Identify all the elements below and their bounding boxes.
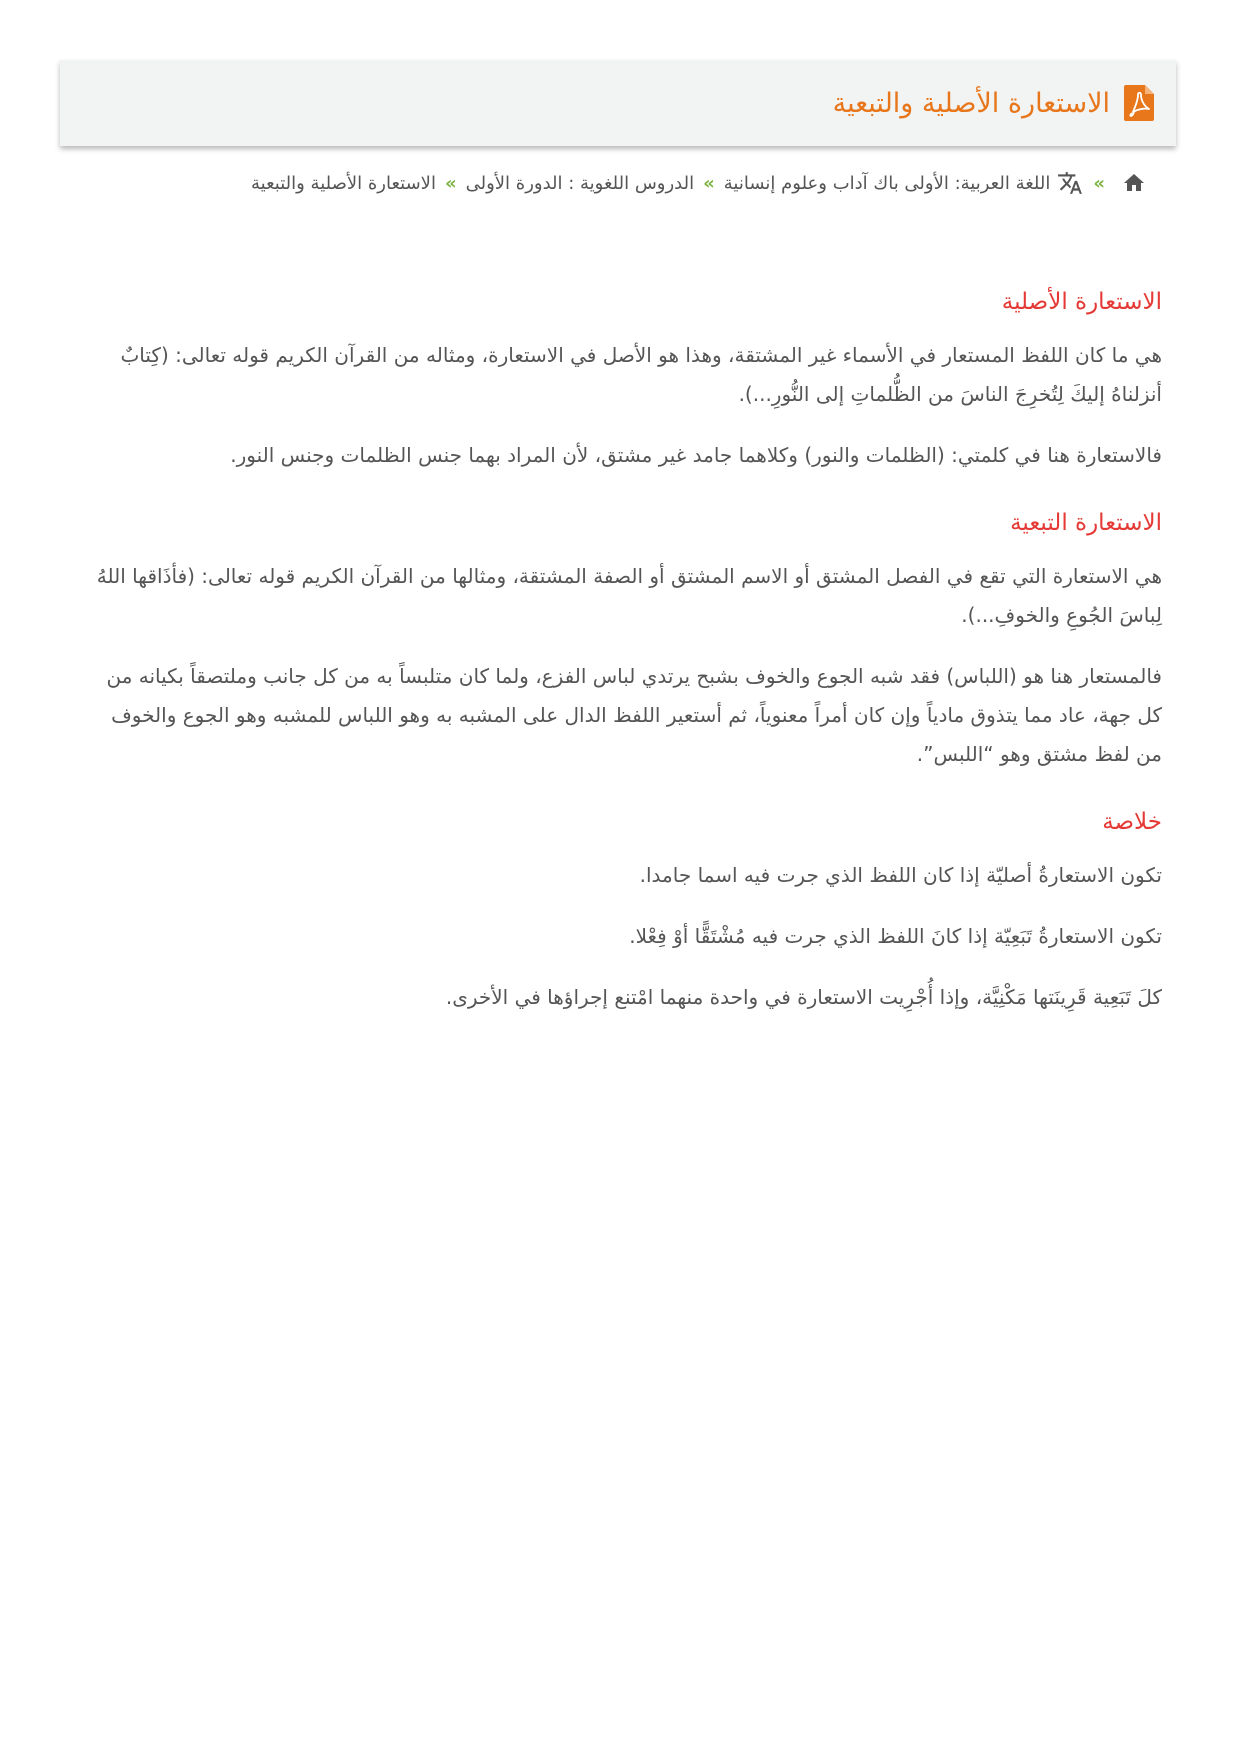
breadcrumb-separator: » xyxy=(444,172,457,194)
breadcrumb-separator: » xyxy=(703,172,715,194)
translate-icon xyxy=(1056,170,1084,196)
breadcrumb-item-subject[interactable]: اللغة العربية: الأولى باك آداب وعلوم إنسانية xyxy=(723,172,1051,194)
page-header xyxy=(60,60,1176,146)
summary-point: تكون الاستعارةُ أصليّة إذا كان اللفظ الذي جرت فيه اسما جامدا. xyxy=(639,862,1162,887)
summary-point: تكون الاستعارةُ تَبَعِيّة إذا كانَ اللفظ الذي جرت فيه مُشْتَقًّا أوْ فِعْلا. xyxy=(629,923,1162,948)
breadcrumb-separator: » xyxy=(1093,172,1105,194)
paragraph: فالمستعار هنا هو (اللباس) فقد شبه الجوع والخوف بشبح يرتدي لباس الفزع، ولما كان متلبساً به من كل جانب وملتصقاً بكيانه من كل جهة، عاد مما يتذوق مادياً وإن كان أمراً معنوياً، ثم أستعير اللفظ الدال على المشبه به وهو اللباس للمشبه وهو الجوع والخوف من لفظ مشتق وهو “اللبس”. xyxy=(106,663,1162,766)
section-heading-original: الاستعارة الأصلية xyxy=(1001,289,1162,315)
paragraph: فالاستعارة هنا في كلمتي: (الظلمات والنور) وكلاهما جامد غير مشتق، لأن المراد بهما جنس الظلمات وجنس النور. xyxy=(230,442,1162,467)
paragraph: هي الاستعارة التي تقع في الفصل المشتق أو الاسم المشتق أو الصفة المشتقة، ومثالها من القرآن الكريم قوله تعالى: (فأذَاقها اللهُ لِباسَ الجُوعِ والخوفِ...). xyxy=(96,563,1162,627)
page-title: الاستعارة الأصلية والتبعية xyxy=(832,87,1110,119)
summary-point: كلَ تَبَعِية قَرِينَتها مَكْنِيَّة، وإذا أُجْرِيت الاستعارة في واحدة منهما امْتنع إجراؤها في الأخرى. xyxy=(445,984,1162,1009)
article-content xyxy=(82,288,1162,1039)
breadcrumb-item-current: الاستعارة الأصلية والتبعية xyxy=(251,172,436,194)
section-heading-dependent: الاستعارة التبعية xyxy=(1010,509,1162,536)
home-icon[interactable] xyxy=(1122,171,1146,195)
breadcrumb-item-lessons[interactable]: الدروس اللغوية : الدورة الأولى xyxy=(465,172,695,194)
section-heading-summary: خلاصة xyxy=(1102,808,1162,835)
pdf-icon[interactable] xyxy=(1124,85,1154,121)
breadcrumb xyxy=(251,165,1146,201)
paragraph: هي ما كان اللفظ المستعار في الأسماء غير المشتقة، وهذا هو الأصل في الاستعارة، ومثاله من القرآن الكريم قوله تعالى: (كِتابٌ أنزلناهُ إليكَ لِتُخرِجَ الناسَ من الظُّلماتِ إلى النُّورِ...). xyxy=(120,342,1162,406)
